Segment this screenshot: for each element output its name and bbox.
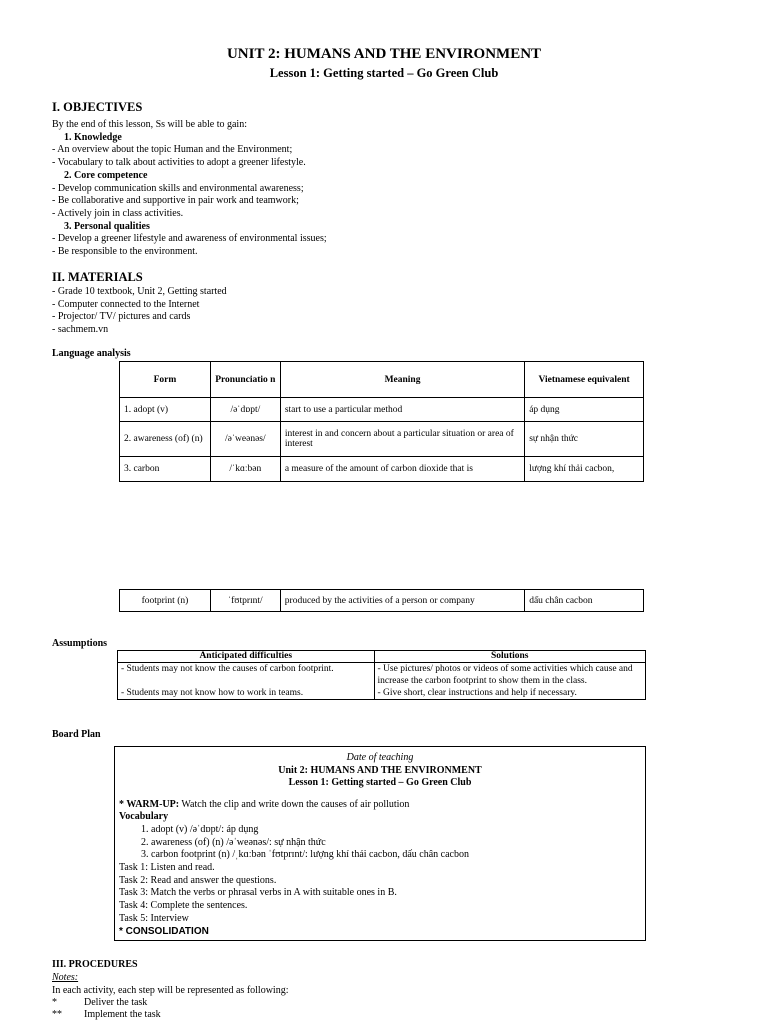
notes-label: Notes: bbox=[52, 972, 79, 983]
list-item: - Projector/ TV/ pictures and cards bbox=[52, 311, 191, 323]
table-row bbox=[120, 590, 644, 612]
table-cell: a measure of the amount of carbon dioxide that is bbox=[280, 457, 524, 482]
task-item: Task 2: Read and answer the questions. bbox=[119, 874, 277, 886]
materials-heading: II. MATERIALS bbox=[52, 270, 143, 284]
column-header: Form bbox=[120, 362, 211, 398]
lesson-title: Lesson 1: Getting started – Go Green Club bbox=[269, 66, 499, 80]
unit-title: UNIT 2: HUMANS AND THE ENVIRONMENT bbox=[226, 46, 542, 62]
table-cell: /əˈweənəs/ bbox=[210, 422, 280, 457]
vocab-item: 1. adopt (v) /əˈdɒpt/: áp dụng bbox=[141, 823, 259, 835]
table-cell: /əˈdɒpt/ bbox=[210, 398, 280, 422]
column-header: Solutions bbox=[374, 651, 645, 663]
table-header-row bbox=[120, 362, 644, 398]
table-row bbox=[118, 663, 646, 688]
vocab-item: 3. carbon footprint (n) /ˌkɑːbən ˈfʊtprɪnt/: lượng khí thải cacbon, dấu chân cacbon bbox=[141, 849, 469, 861]
warmup-label: * WARM-UP: bbox=[119, 798, 180, 810]
table-cell: footprint (n) bbox=[120, 590, 211, 612]
task-item: Task 1: Listen and read. bbox=[119, 862, 215, 874]
table-cell: - Students may not know the causes of carbon footprint. bbox=[118, 663, 375, 688]
qualities-heading: 3. Personal qualities bbox=[64, 220, 150, 232]
table-row bbox=[120, 422, 644, 457]
objectives-heading: I. OBJECTIVES bbox=[52, 100, 143, 114]
procedures-heading: III. PROCEDURES bbox=[52, 959, 138, 970]
assumptions-table bbox=[117, 650, 646, 700]
list-item: - Grade 10 textbook, Unit 2, Getting started bbox=[52, 286, 227, 297]
objectives-block bbox=[52, 119, 327, 259]
column-header: Meaning bbox=[280, 362, 524, 398]
language-analysis-heading: Language analysis bbox=[52, 348, 131, 359]
list-item: - Develop a greener lifestyle and awareness of environmental issues; bbox=[52, 233, 327, 245]
table-cell: 1. adopt (v) bbox=[120, 398, 211, 422]
step-mark: ** bbox=[52, 1009, 62, 1020]
step-mark: * bbox=[52, 997, 57, 1008]
list-item: - Vocabulary to talk about activities to adopt a greener lifestyle. bbox=[52, 157, 306, 169]
task-item: Task 4: Complete the sentences. bbox=[119, 900, 248, 912]
table-row bbox=[118, 687, 646, 700]
table-row bbox=[120, 457, 644, 482]
warmup-line bbox=[119, 799, 645, 812]
list-item: - Develop communication skills and environmental awareness; bbox=[52, 182, 304, 194]
materials-list bbox=[52, 286, 227, 337]
vocabulary-label: Vocabulary bbox=[119, 811, 169, 823]
table-cell: produced by the activities of a person or company bbox=[280, 590, 524, 612]
table-cell: dấu chân cacbon bbox=[525, 590, 644, 612]
consolidation-label: * CONSOLIDATION bbox=[119, 925, 209, 937]
assumptions-heading: Assumptions bbox=[52, 638, 108, 649]
language-analysis-table-continued bbox=[119, 589, 644, 612]
objectives-intro: By the end of this lesson, Ss will be able to gain: bbox=[52, 119, 247, 130]
task-item: Task 3: Match the verbs or phrasal verbs in A with suitable ones in B. bbox=[119, 887, 397, 899]
list-item: - sachmem.vn bbox=[52, 324, 109, 336]
list-item: - Be collaborative and supportive in pair work and teamwork; bbox=[52, 195, 299, 207]
table-cell: - Use pictures/ photos or videos of some activities which cause and increase the carbon footprint to show them in the class. bbox=[374, 663, 645, 688]
date-of-teaching: Date of teaching bbox=[346, 752, 414, 763]
board-plan-box bbox=[114, 746, 646, 941]
list-item: - An overview about the topic Human and the Environment; bbox=[52, 144, 293, 156]
table-cell: 2. awareness (of) (n) bbox=[120, 422, 211, 457]
table-row bbox=[120, 398, 644, 422]
procedure-step bbox=[52, 1009, 161, 1022]
table-header-row bbox=[118, 651, 646, 663]
board-unit-title: Unit 2: HUMANS AND THE ENVIRONMENT bbox=[278, 764, 482, 776]
table-cell: - Give short, clear instructions and help if necessary. bbox=[374, 687, 645, 700]
list-item: - Actively join in class activities. bbox=[52, 207, 184, 219]
knowledge-heading: 1. Knowledge bbox=[64, 131, 122, 143]
table-cell: áp dụng bbox=[525, 398, 644, 422]
procedures-intro: In each activity, each step will be represented as following: bbox=[52, 985, 289, 996]
competence-heading: 2. Core competence bbox=[64, 169, 148, 181]
table-cell: ˈfʊtprɪnt/ bbox=[210, 590, 280, 612]
table-cell: sự nhận thức bbox=[525, 422, 644, 457]
task-item: Task 5: Interview bbox=[119, 912, 189, 924]
list-item: - Computer connected to the Internet bbox=[52, 298, 200, 310]
warmup-text: Watch the clip and write down the causes of air pollution bbox=[179, 798, 410, 810]
column-header: Pronunciatio n bbox=[210, 362, 280, 398]
column-header: Vietnamese equivalent bbox=[525, 362, 644, 398]
board-lesson-title: Lesson 1: Getting started – Go Green Club bbox=[288, 777, 472, 788]
table-cell: start to use a particular method bbox=[280, 398, 524, 422]
table-cell: - Students may not know how to work in teams. bbox=[118, 687, 375, 700]
vocab-item: 2. awareness (of) (n) /əˈweənəs/: sự nhận thức bbox=[141, 836, 326, 848]
procedure-step bbox=[52, 997, 147, 1010]
column-header: Anticipated difficulties bbox=[118, 651, 375, 663]
step-text: Implement the task bbox=[84, 1009, 161, 1020]
table-cell: lượng khí thải cacbon, bbox=[525, 457, 644, 482]
step-text: Deliver the task bbox=[84, 997, 148, 1008]
table-cell: /ˈkɑːbən bbox=[210, 457, 280, 482]
table-cell: 3. carbon bbox=[120, 457, 211, 482]
board-plan-heading: Board Plan bbox=[52, 729, 101, 740]
language-analysis-table bbox=[119, 361, 644, 482]
table-cell: interest in and concern about a particular situation or area of interest bbox=[280, 422, 524, 457]
list-item: - Be responsible to the environment. bbox=[52, 246, 198, 258]
